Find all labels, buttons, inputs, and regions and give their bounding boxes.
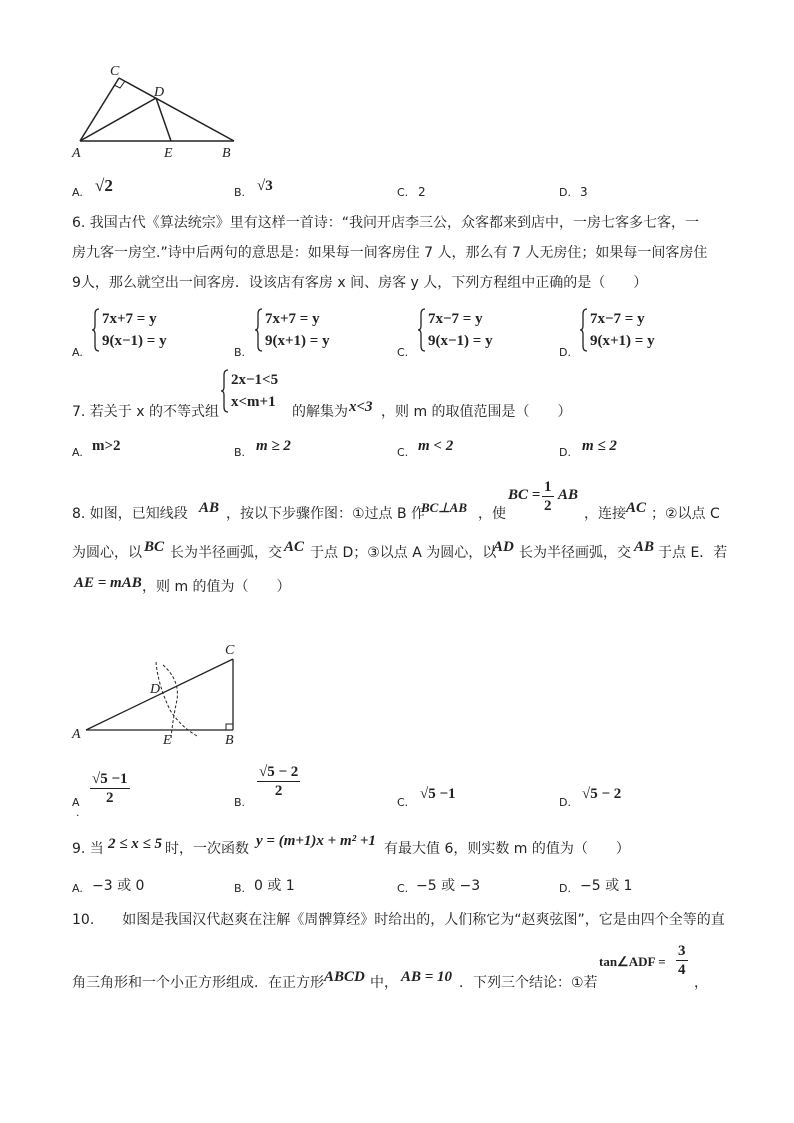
q6-option-b-letter: B. [234, 346, 246, 359]
q8-option-a-dot: . [76, 806, 80, 819]
q8-text-4: ，连接 [584, 506, 626, 522]
q8-option-a-fraction: $\frac{√5 -1}{2}$ [92, 771, 128, 806]
q8-fraction-half: $\frac{1}{2}$ [544, 479, 552, 514]
q5-option-b-letter: B. [234, 186, 246, 199]
q8-text-5: ；②以点 C [651, 506, 720, 522]
q8-ad: AD [493, 539, 514, 555]
q6-a-eq1: 7x+7 = y [102, 311, 157, 327]
q8-line2-b: 长为半径画弧，交 [170, 545, 282, 561]
q7-option-a-value: m>2 [92, 438, 121, 454]
q6-c-eq1: 7x−7 = y [428, 311, 483, 327]
q10-tan-fraction: $\frac{3}{4}$ [678, 943, 686, 978]
q10-line-2b: 中， [370, 975, 398, 991]
q6-option-c-system [418, 308, 518, 352]
q9-option-d-letter: D. [559, 882, 571, 895]
q8-option-d-value: √5 − 2 [582, 786, 622, 802]
q6-option-d-letter: D. [559, 346, 571, 359]
q6-line-3: 9人，那么就空出一间客房．设该店有客房 x 间、房客 y 人，下列方程组中正确的是（ ） [72, 275, 648, 291]
q9-mid: 时，一次函数 [165, 841, 249, 857]
q9-option-d-value: −5 或 1 [580, 878, 633, 894]
figure-triangle-1 [70, 60, 250, 160]
q7-option-b-value: m ≥ 2 [256, 438, 291, 454]
label-A: A [72, 146, 81, 160]
q7-eq2: x<m+1 [231, 394, 276, 410]
q8-option-c-letter: C. [397, 796, 409, 809]
label-C: C [110, 64, 120, 79]
q7-eq1: 2x−1<5 [231, 372, 279, 388]
q8-text-3: ，使 [478, 506, 506, 522]
q8-ab-3: AB [634, 539, 655, 555]
q7-option-d-value: m ≤ 2 [582, 438, 617, 454]
q9-option-c-value: −5 或 −3 [416, 878, 481, 894]
q5-option-a-value: √2 [95, 176, 113, 195]
label-E: E [164, 146, 173, 160]
q10-ab-eq: AB = 10 [401, 969, 453, 985]
q8-bc-eq: BC = [508, 487, 541, 503]
q8-ae-eq: AE = mAB [74, 575, 142, 591]
q10-tan-expr: tan∠ADF = [599, 954, 666, 969]
label-D: D [150, 682, 161, 697]
q10-abcd: ABCD [324, 969, 365, 985]
label-B: B [225, 733, 234, 745]
q6-c-eq2: 9(x−1) = y [428, 333, 493, 349]
q8-line2-e: 于点 E．若 [658, 545, 728, 561]
q6-line-1: 6. 我国古代《算法统宗》里有这样一首诗：“我问开店李三公，众客都来到店中，一房七客多七客，一 [72, 215, 700, 231]
q8-option-c-value: √5 −1 [420, 786, 456, 802]
q8-ab: AB [199, 500, 220, 516]
q7-solution: x<3 [349, 399, 373, 415]
q8-option-b-fraction: $\frac{√5 - 2}{2}$ [259, 764, 299, 799]
q6-b-eq1: 7x+7 = y [265, 311, 320, 327]
q9-option-b-value: 0 或 1 [254, 878, 295, 894]
q6-d-eq1: 7x−7 = y [590, 311, 645, 327]
q8-option-d-letter: D. [559, 796, 571, 809]
figure-q8-construction [70, 640, 250, 745]
q8-text-1: 8. 如图，已知线段 [72, 506, 188, 522]
q5-option-c-letter: C. [397, 186, 409, 199]
q6-option-b-system [255, 308, 355, 352]
q5-option-a-letter: A. [72, 186, 83, 199]
q7-option-b-letter: B. [234, 446, 246, 459]
q6-option-a-system [92, 308, 192, 352]
q8-ab-2: AB [558, 487, 579, 503]
q9-option-c-letter: C. [397, 882, 409, 895]
q8-ac-2: AC [284, 539, 305, 555]
q5-option-b-value: √3 [257, 178, 273, 194]
q8-ac: AC [626, 500, 647, 516]
q8-line2-c: 于点 D；③以点 A 为圆心，以 [310, 545, 497, 561]
label-B: B [222, 146, 231, 160]
q10-line-2c: ．下列三个结论：①若 [459, 975, 598, 991]
q9-option-a-letter: A. [72, 882, 83, 895]
q10-comma: ， [694, 975, 708, 991]
q5-option-d-value: 3 [580, 185, 588, 199]
q9-option-a-value: −3 或 0 [92, 878, 145, 894]
q8-text-2: ，按以下步骤作图：①过点 B 作 [226, 506, 426, 522]
q7-suffix: ，则 m 的取值范围是（ ） [381, 404, 572, 420]
q8-option-b-letter: B. [234, 796, 246, 809]
q8-bc: BC [144, 539, 165, 555]
q8-line-3: ，则 m 的值为（ ） [142, 579, 291, 595]
q6-b-eq2: 9(x+1) = y [265, 333, 330, 349]
q6-option-c-letter: C. [397, 346, 409, 359]
q6-option-a-letter: A. [72, 346, 83, 359]
q6-line-2: 房九客一房空.”诗中后两句的意思是：如果每一间客房住 7 人，那么有 7 人无房住；如果每一间客房住 [72, 245, 708, 261]
q7-option-c-letter: C. [397, 446, 409, 459]
q7-option-d-letter: D. [559, 446, 571, 459]
q6-option-d-system [580, 308, 680, 352]
label-D: D [154, 85, 165, 100]
q10-line-1: 10. 如图是我国汉代赵爽在注解《周髀算经》时给出的，人们称它为“赵爽弦图”，它是由四个全等的直 [72, 912, 725, 928]
q5-option-d-letter: D. [559, 186, 571, 199]
q9-suffix: 有最大值 6，则实数 m 的值为（ ） [384, 841, 630, 857]
q8-line2-d: 长为半径画弧，交 [519, 545, 631, 561]
q6-a-eq2: 9(x−1) = y [102, 333, 167, 349]
q7-prefix: 7. 若关于 x 的不等式组 [72, 404, 219, 420]
q9-option-b-letter: B. [234, 882, 246, 895]
label-E: E [163, 733, 172, 745]
q7-option-c-value: m < 2 [418, 438, 454, 454]
q7-option-a-letter: A. [72, 446, 83, 459]
q5-option-c-value: 2 [418, 185, 426, 199]
label-A: A [72, 727, 81, 742]
q9-function: y = (m+1)x + m² +1 [256, 833, 376, 849]
label-C: C [225, 643, 235, 658]
q7-mid: 的解集为 [292, 404, 348, 420]
q8-perp: BC⊥AB [421, 500, 468, 515]
q10-line-2a: 角三角形和一个小正方形组成．在正方形 [72, 975, 324, 991]
q9-range: 2 ≤ x ≤ 5 [108, 836, 162, 852]
q8-line2-a: 为圆心，以 [72, 545, 142, 561]
q8-option-a-letter: A [72, 796, 80, 809]
q6-d-eq2: 9(x+1) = y [590, 333, 655, 349]
q9-prefix: 9. 当 [72, 841, 104, 857]
